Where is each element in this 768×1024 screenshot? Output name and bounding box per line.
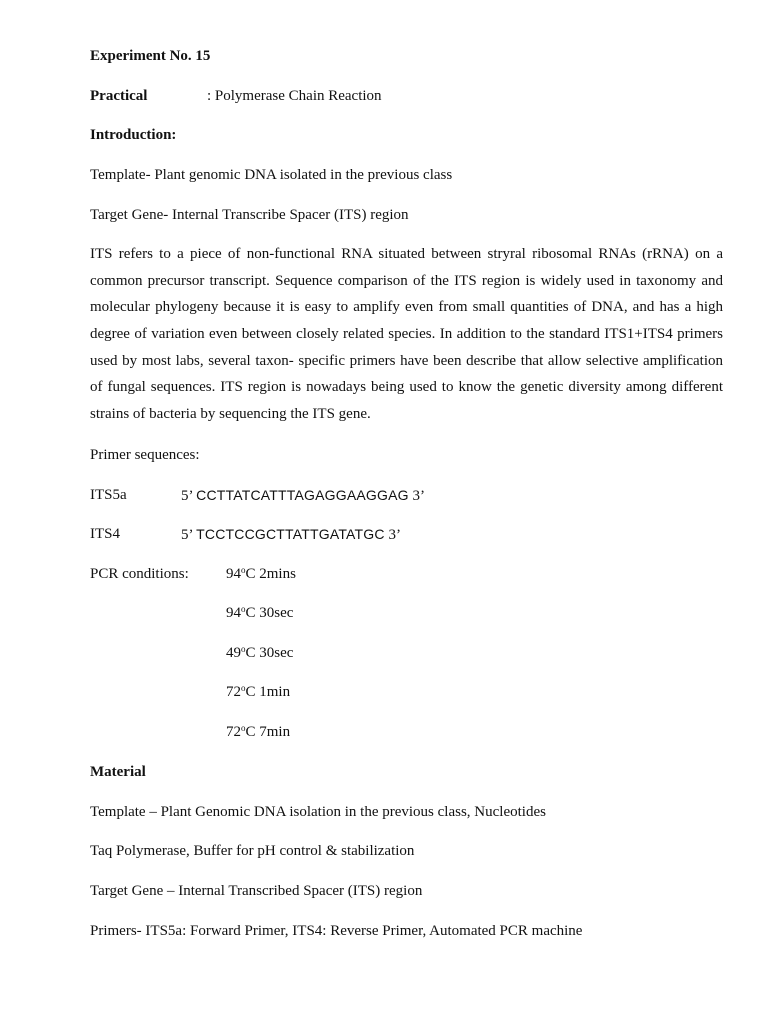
primer-row (90, 525, 401, 543)
paragraph-line: common precursor transcript. Sequence comparison of the ITS region is widely used in taxonomy and (90, 272, 723, 289)
practical-label: Practical (90, 88, 148, 104)
primer-sequence: TCCTCCGCTTATTGATATGC (196, 526, 385, 542)
primer-3-prime: 3’ (412, 488, 425, 504)
paragraph-line: ITS refers to a piece of non-functional RNA situated between stryral ribosomal RNAs (rRNA) on a (90, 246, 723, 262)
primer-5-prime: 5’ (181, 488, 193, 504)
template-line: Template- Plant genomic DNA isolated in the previous class (90, 167, 453, 183)
paragraph-line: degree of variation even between closely related species. In addition to the standard ITS1+ITS4 primers (90, 326, 723, 343)
material-item: Target Gene – Internal Transcribed Spacer (ITS) region (90, 883, 423, 899)
paragraph-line: strains of bacteria by sequencing the ITS gene. (90, 406, 371, 423)
practical-line (90, 87, 382, 105)
pcr-step: 94$^o$C 2mins (226, 565, 296, 582)
primer-3-prime: 3’ (388, 527, 401, 543)
primer-sequence: CCTTATCATTTAGAGGAAGGAG (196, 487, 409, 503)
pcr-label: PCR conditions: (90, 566, 189, 582)
primer-heading: Primer sequences: (90, 447, 200, 463)
material-item: Taq Polymerase, Buffer for pH control & stabilization (90, 843, 415, 859)
material-item: Primers- ITS5a: Forward Primer, ITS4: Reverse Primer, Automated PCR machine (90, 923, 583, 939)
experiment-title: Experiment No. 15 (90, 48, 211, 64)
primer-5-prime: 5’ (181, 527, 193, 543)
paragraph-line: used by most labs, several taxon- specific primers have been describe that allow selective amplification (90, 352, 723, 369)
pcr-step: 94$^o$C 30sec (226, 604, 294, 621)
material-item: Template – Plant Genomic DNA isolation in the previous class, Nucleotides (90, 804, 546, 820)
primer-name: ITS5a (90, 487, 127, 503)
material-heading: Material (90, 764, 146, 780)
paragraph-line: of fungal sequences. ITS region is nowadays being used to know the genetic diversity among different (90, 379, 723, 396)
pcr-step: 72$^o$C 7min (226, 723, 291, 740)
pcr-step: 72$^o$C 1min (226, 683, 291, 700)
its-paragraph (90, 245, 723, 432)
primer-name: ITS4 (90, 526, 120, 542)
primer-row (90, 486, 425, 504)
target-gene-line: Target Gene- Internal Transcribe Spacer (ITS) region (90, 207, 409, 223)
introduction-heading: Introduction: (90, 127, 177, 143)
paragraph-line: molecular phylogeny because it is easy to amplify even from small quantities of DNA, and has a high (90, 299, 723, 316)
practical-value: : Polymerase Chain Reaction (207, 88, 382, 104)
pcr-step: 49$^o$C 30sec (226, 644, 294, 661)
